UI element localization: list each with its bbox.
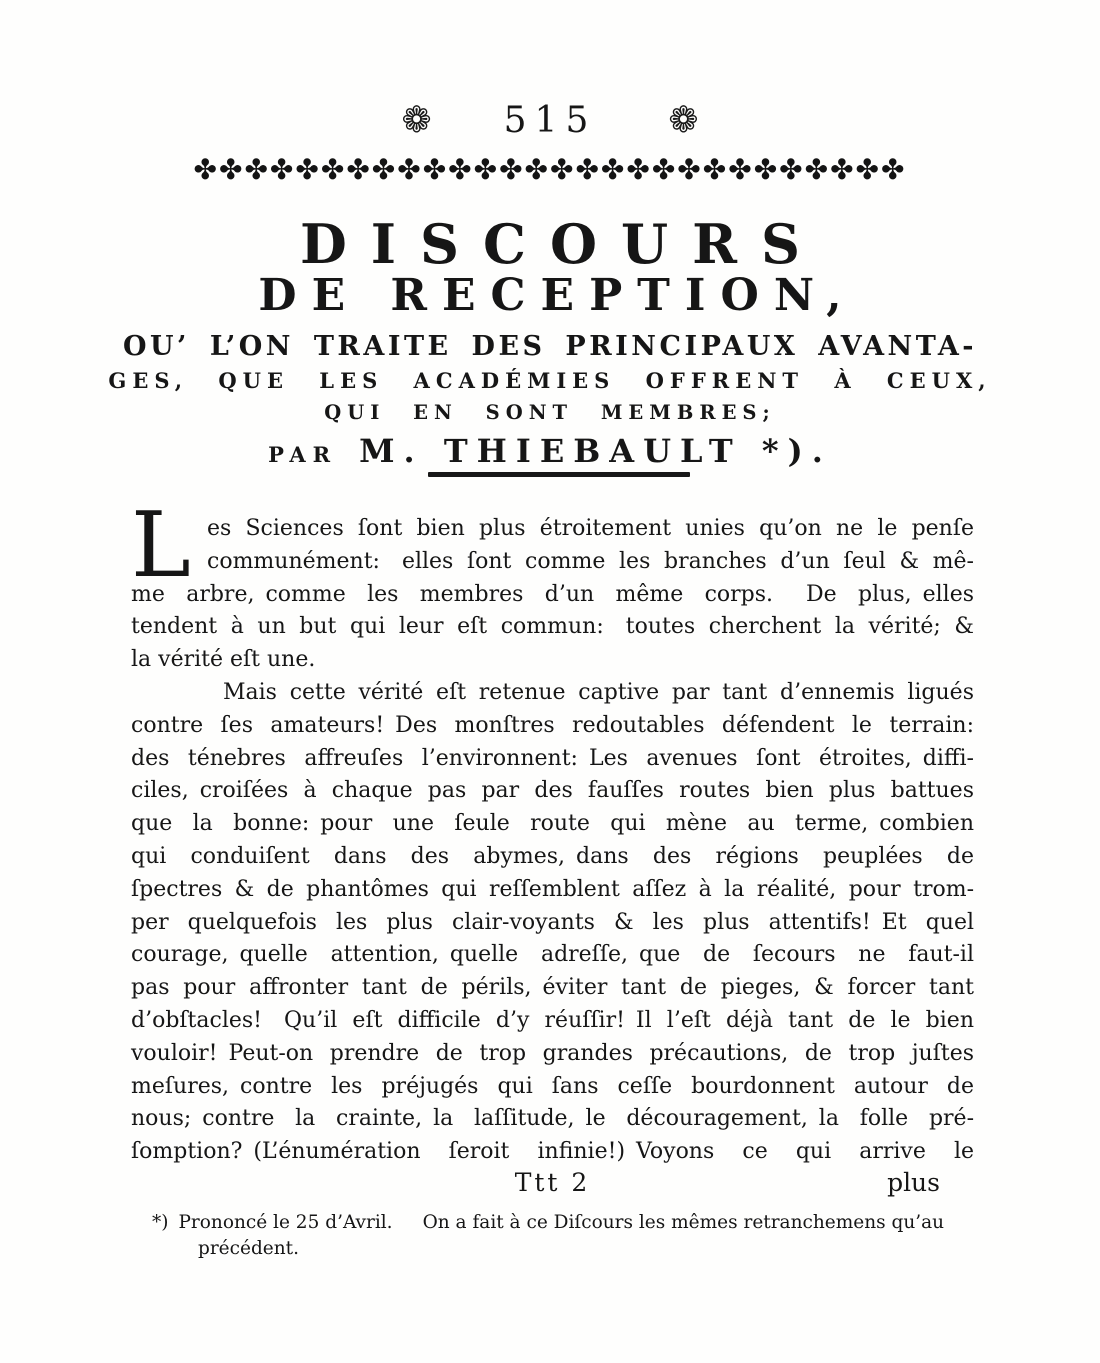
text-line: que la bonne: pour une ſeule route qui mène au terme, combien [131, 811, 974, 837]
catchword: plus [887, 1168, 940, 1197]
footnote-continuation: précédent. [198, 1238, 299, 1259]
signature-row [131, 1168, 974, 1202]
text-line: la vérité eſt une. [131, 647, 316, 673]
byline-prefix: PAR [268, 442, 338, 467]
footnote-line1 [152, 1210, 962, 1236]
title-rule-divider [428, 472, 690, 477]
text-line: contre ſes amateurs! Des monſtres redoutables défendent le terrain: [131, 712, 974, 738]
page-number: 515 [503, 100, 597, 141]
signature-mark: Ttt 2 [514, 1168, 591, 1197]
text-line: ſpectres & de phantômes qui reſſemblent aſſez à la réalité, pour trom- [131, 876, 974, 902]
text-line: communément: elles ſont comme les branches d’un ſeul & mê- [207, 548, 974, 574]
footnote-text-b: On a fait à ce Diſcours les mêmes retranchemens qu’au [422, 1212, 945, 1233]
text-line: per quelquefois les plus clair-voyants & les plus attentifs! Et quel [131, 909, 974, 935]
footnote-text-a: Prononcé le 25 d’Avril. [178, 1212, 393, 1233]
author-name: M. THIEBAULT *). [359, 432, 832, 470]
fleuron-border-icon: ✤✤✤✤✤✤✤✤✤✤✤✤✤✤✤✤✤✤✤✤✤✤✤✤✤✤✤✤ [193, 153, 907, 186]
byline [0, 432, 1100, 470]
rosette-ornament-icon: ❁ [668, 99, 699, 141]
text-line: d’obſtacles! Qu’il eſt difficile d’y réuſſir! Il l’eſt déjà tant de le bien [131, 1007, 974, 1033]
footnote [152, 1210, 962, 1262]
text-line: pas pour affronter tant de périls, éviter tant de pieges, & forcer tant [131, 975, 974, 1001]
text-line: meſures, contre les préjugés qui ſans ceſſe bourdonnent autour de [131, 1073, 974, 1099]
paragraph-second [131, 677, 974, 1169]
text-line: tendent à un but qui leur eſt commun: toutes cherchent la vérité; & [131, 614, 974, 640]
text-line: nous; contre la crainte, la laſſitude, le découragement, la folle pré- [131, 1106, 974, 1132]
text-line: courage, quelle attention, quelle adreſſe, que de ſecours ne faut-il [131, 942, 974, 968]
main-title-line2: DE RECEPTION, [258, 270, 857, 321]
subtitle-line1: OU’ L’ON TRAITE DES PRINCIPAUX AVANTA- [122, 331, 978, 362]
rosette-ornament-icon: ❁ [401, 99, 432, 141]
text-line: es Sciences ſont bien plus étroitement unies qu’on ne le penſe [207, 516, 974, 541]
text-line: des ténebres affreuſes l’environnent: Les avenues ſont étroites, diffi- [131, 745, 974, 771]
subtitle-line3: QUI EN SONT MEMBRES; [324, 401, 776, 424]
main-title-line1: DISCOURS [299, 212, 825, 276]
subtitle-line2: GES, QUE LES ACADÉMIES OFFRENT À CEUX, [108, 368, 992, 393]
text-line: vouloir! Peut-on prendre de trop grandes précautions, de trop juſtes [131, 1040, 974, 1066]
text-line: qui conduiſent dans des abymes, dans des régions peuplées de [131, 843, 974, 869]
drop-cap: L [131, 493, 191, 598]
text-line: me arbre, comme les membres d’un même corps. De plus, elles [131, 581, 974, 607]
footnote-marker: *) [152, 1212, 169, 1233]
text-line: Mais cette vérité eſt retenue captive par tant d’ennemis ligués [223, 679, 974, 705]
paragraph-first-lines [131, 513, 974, 677]
page-header [0, 100, 1100, 141]
body-text [131, 493, 974, 1169]
text-line: ciles, croiſées à chaque pas par des fauſſes routes bien plus battues [131, 778, 974, 804]
paragraph-first [131, 493, 974, 677]
text-line: ſomption? (L’énumération ſeroit infinie!) Voyons ce qui arrive le [131, 1139, 974, 1165]
